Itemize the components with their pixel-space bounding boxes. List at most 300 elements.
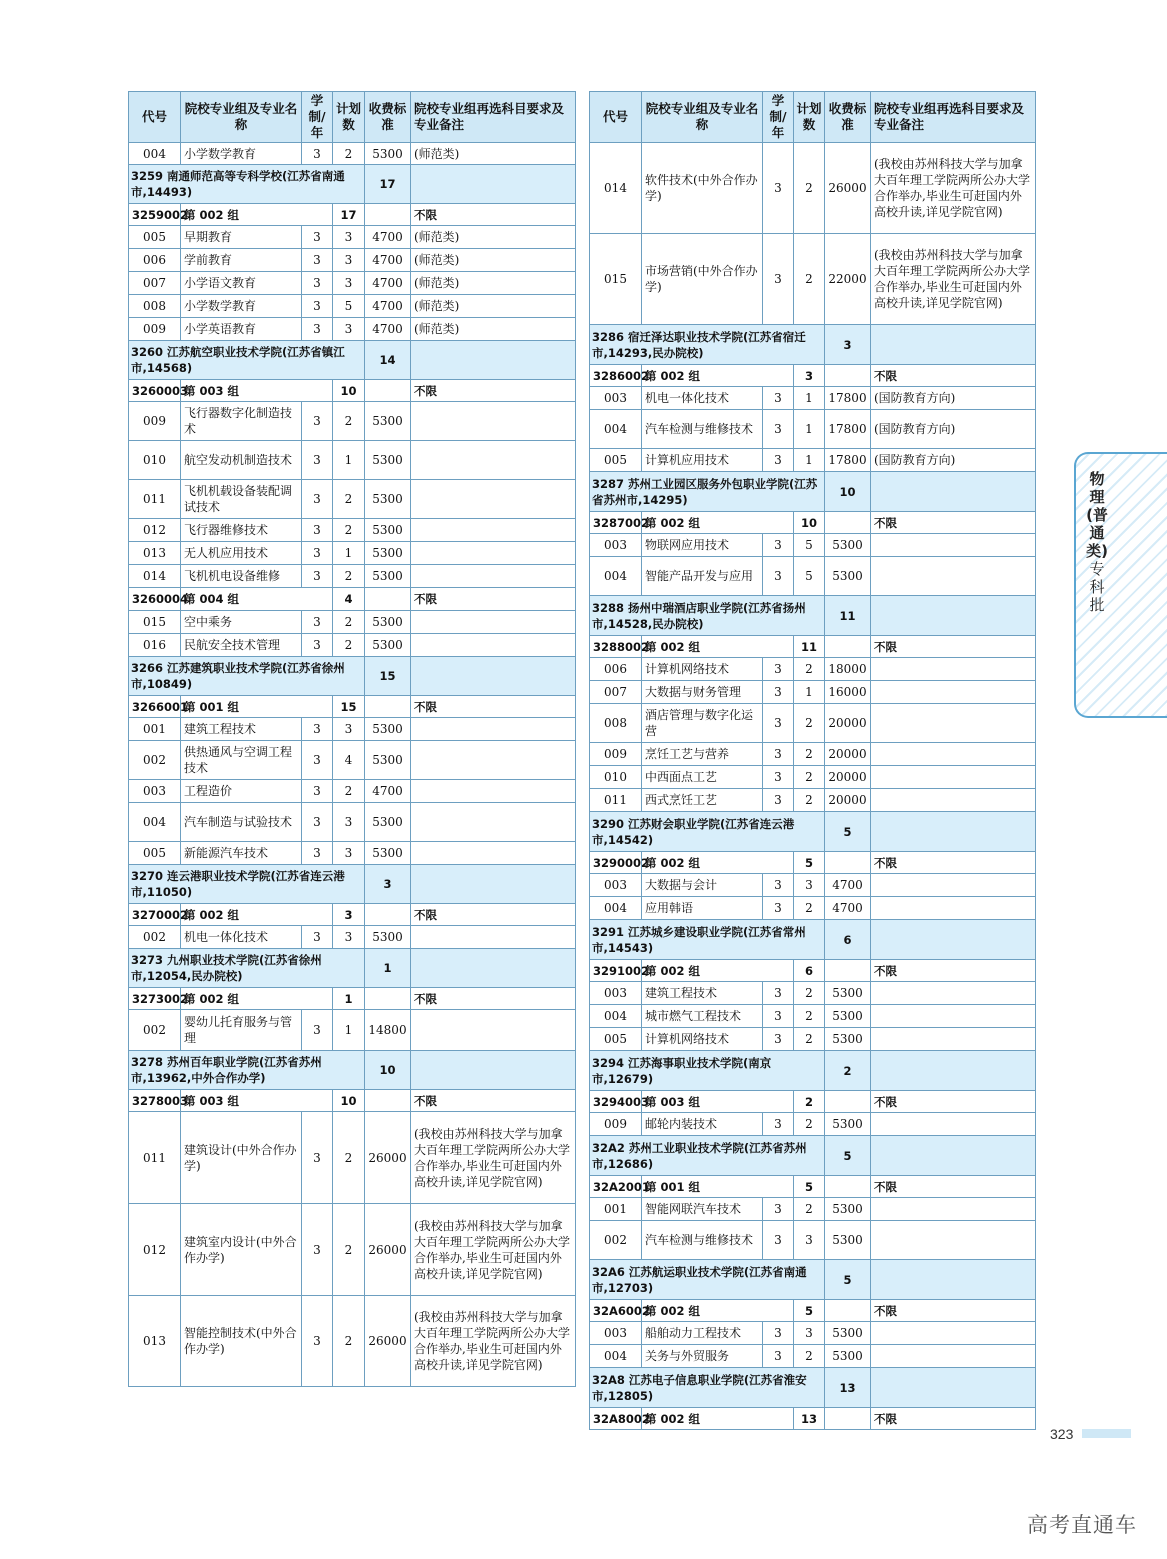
group-requirement: 不限 bbox=[871, 1300, 1036, 1322]
major-name: 大数据与会计 bbox=[642, 874, 763, 897]
table-row bbox=[129, 1296, 576, 1387]
school-name: 3266 江苏建筑职业技术学院(江苏省徐州市,10849) bbox=[129, 657, 365, 696]
school-name: 32A2 苏州工业职业技术学院(江苏省苏州市,12686) bbox=[590, 1136, 825, 1176]
major-fee: 5300 bbox=[825, 1345, 871, 1368]
school-row bbox=[590, 812, 1036, 852]
group-code: 32A6002 bbox=[590, 1300, 642, 1322]
major-note: (我校由苏州科技大学与加拿大百年理工学院两所公办大学合作举办,毕业生可赶国内外高校升读,详见学院官网) bbox=[411, 1112, 576, 1204]
school-plan: 14 bbox=[365, 341, 411, 380]
major-name: 机电一体化技术 bbox=[642, 387, 763, 410]
group-row bbox=[590, 1300, 1036, 1322]
major-code: 011 bbox=[129, 480, 181, 519]
major-code: 009 bbox=[590, 1113, 642, 1136]
school-name: 3270 连云港职业技术学院(江苏省连云港市,11050) bbox=[129, 865, 365, 904]
group-plan: 3 bbox=[794, 365, 825, 387]
major-years: 3 bbox=[302, 272, 333, 295]
major-fee: 26000 bbox=[365, 1296, 411, 1387]
major-plan: 1 bbox=[333, 441, 365, 480]
major-name: 智能控制技术(中外合作办学) bbox=[181, 1296, 302, 1387]
group-row bbox=[129, 904, 576, 926]
major-fee: 4700 bbox=[365, 318, 411, 341]
table-row bbox=[129, 1010, 576, 1051]
header-plan: 计划数 bbox=[794, 92, 825, 143]
major-note: (我校由苏州科技大学与加拿大百年理工学院两所公办大学合作举办,毕业生可赶国内外高校升读,详见学院官网) bbox=[411, 1296, 576, 1387]
major-plan: 2 bbox=[794, 1005, 825, 1028]
school-plan: 5 bbox=[825, 812, 871, 852]
school-plan: 10 bbox=[365, 1051, 411, 1090]
major-plan: 2 bbox=[333, 1296, 365, 1387]
major-fee: 20000 bbox=[825, 704, 871, 743]
major-years: 3 bbox=[763, 557, 794, 596]
table-row bbox=[129, 542, 576, 565]
major-fee: 5300 bbox=[825, 1221, 871, 1260]
group-row bbox=[590, 1408, 1036, 1430]
major-fee: 16000 bbox=[825, 681, 871, 704]
major-code: 016 bbox=[129, 634, 181, 657]
major-years: 3 bbox=[763, 874, 794, 897]
major-note: (我校由苏州科技大学与加拿大百年理工学院两所公办大学合作举办,毕业生可赶国内外高校升读,详见学院官网) bbox=[871, 234, 1036, 325]
major-years: 3 bbox=[763, 681, 794, 704]
group-requirement: 不限 bbox=[411, 380, 576, 402]
major-name: 酒店管理与数字化运营 bbox=[642, 704, 763, 743]
major-name: 汽车检测与维修技术 bbox=[642, 1221, 763, 1260]
major-years: 3 bbox=[763, 143, 794, 234]
major-fee: 5300 bbox=[365, 402, 411, 441]
major-years: 3 bbox=[763, 534, 794, 557]
group-name: 第 003 组 bbox=[181, 380, 333, 402]
header-name: 院校专业组及专业名称 bbox=[181, 92, 302, 143]
major-note: (师范类) bbox=[411, 272, 576, 295]
group-row bbox=[129, 204, 576, 226]
school-row bbox=[129, 657, 576, 696]
group-code: 3287002 bbox=[590, 512, 642, 534]
major-fee: 5300 bbox=[365, 741, 411, 780]
school-row bbox=[129, 341, 576, 380]
major-fee: 4700 bbox=[365, 295, 411, 318]
school-plan: 10 bbox=[825, 472, 871, 512]
major-fee: 5300 bbox=[825, 557, 871, 596]
major-plan: 2 bbox=[794, 234, 825, 325]
major-plan: 2 bbox=[794, 789, 825, 812]
major-code: 003 bbox=[590, 982, 642, 1005]
group-row bbox=[590, 852, 1036, 874]
table-row bbox=[590, 557, 1036, 596]
major-plan: 2 bbox=[333, 611, 365, 634]
school-name: 32A8 江苏电子信息职业学院(江苏省淮安市,12805) bbox=[590, 1368, 825, 1408]
major-years: 3 bbox=[302, 480, 333, 519]
group-name: 第 002 组 bbox=[181, 204, 333, 226]
major-code: 005 bbox=[129, 226, 181, 249]
major-plan: 3 bbox=[333, 718, 365, 741]
major-note: (师范类) bbox=[411, 226, 576, 249]
major-plan: 1 bbox=[794, 681, 825, 704]
major-name: 大数据与财务管理 bbox=[642, 681, 763, 704]
major-years: 3 bbox=[302, 441, 333, 480]
major-fee: 4700 bbox=[365, 249, 411, 272]
group-row bbox=[590, 365, 1036, 387]
major-name: 早期教育 bbox=[181, 226, 302, 249]
major-fee: 5300 bbox=[365, 542, 411, 565]
school-row bbox=[590, 1136, 1036, 1176]
group-requirement: 不限 bbox=[871, 636, 1036, 658]
major-code: 004 bbox=[590, 410, 642, 449]
major-note: (国防教育方向) bbox=[871, 449, 1036, 472]
group-plan: 10 bbox=[794, 512, 825, 534]
school-plan: 2 bbox=[825, 1051, 871, 1091]
major-years: 3 bbox=[302, 1112, 333, 1204]
major-name: 城市燃气工程技术 bbox=[642, 1005, 763, 1028]
table-row bbox=[590, 234, 1036, 325]
header-years: 学制/年 bbox=[302, 92, 333, 143]
major-years: 3 bbox=[763, 1345, 794, 1368]
group-plan: 2 bbox=[794, 1091, 825, 1113]
school-plan: 11 bbox=[825, 596, 871, 636]
major-code: 006 bbox=[129, 249, 181, 272]
major-code: 013 bbox=[129, 1296, 181, 1387]
major-code: 005 bbox=[129, 842, 181, 865]
major-years: 3 bbox=[302, 565, 333, 588]
major-name: 小学英语教育 bbox=[181, 318, 302, 341]
group-plan: 10 bbox=[333, 380, 365, 402]
table-row bbox=[129, 272, 576, 295]
major-plan: 3 bbox=[794, 1221, 825, 1260]
major-name: 中西面点工艺 bbox=[642, 766, 763, 789]
major-years: 3 bbox=[763, 1322, 794, 1345]
major-code: 002 bbox=[129, 1010, 181, 1051]
major-fee: 17800 bbox=[825, 449, 871, 472]
school-row bbox=[129, 865, 576, 904]
major-code: 002 bbox=[129, 741, 181, 780]
school-row bbox=[129, 949, 576, 988]
table-row bbox=[129, 926, 576, 949]
major-years: 3 bbox=[302, 780, 333, 803]
major-years: 3 bbox=[302, 1010, 333, 1051]
major-plan: 3 bbox=[794, 874, 825, 897]
table-row bbox=[129, 402, 576, 441]
admission-table-right bbox=[589, 91, 1036, 1430]
major-code: 008 bbox=[590, 704, 642, 743]
school-plan: 3 bbox=[365, 865, 411, 904]
table-row bbox=[590, 410, 1036, 449]
major-fee: 5300 bbox=[365, 565, 411, 588]
major-fee: 5300 bbox=[365, 519, 411, 542]
table-row bbox=[129, 1112, 576, 1204]
school-row bbox=[129, 165, 576, 204]
table-row bbox=[129, 565, 576, 588]
major-code: 010 bbox=[590, 766, 642, 789]
group-code: 3278003 bbox=[129, 1090, 181, 1112]
major-code: 004 bbox=[590, 897, 642, 920]
school-row bbox=[590, 325, 1036, 365]
major-name: 学前教育 bbox=[181, 249, 302, 272]
major-fee: 17800 bbox=[825, 410, 871, 449]
group-code: 3286002 bbox=[590, 365, 642, 387]
group-row bbox=[590, 512, 1036, 534]
group-plan: 5 bbox=[794, 1176, 825, 1198]
group-code: 32A2001 bbox=[590, 1176, 642, 1198]
major-fee: 5300 bbox=[825, 1028, 871, 1051]
group-row bbox=[129, 380, 576, 402]
group-code: 3259002 bbox=[129, 204, 181, 226]
group-plan: 5 bbox=[794, 1300, 825, 1322]
major-code: 013 bbox=[129, 542, 181, 565]
major-fee: 20000 bbox=[825, 766, 871, 789]
group-requirement: 不限 bbox=[411, 204, 576, 226]
group-plan: 13 bbox=[794, 1408, 825, 1430]
major-plan: 4 bbox=[333, 741, 365, 780]
group-code: 3266001 bbox=[129, 696, 181, 718]
header-code: 代号 bbox=[590, 92, 642, 143]
group-name: 第 001 组 bbox=[181, 696, 333, 718]
major-fee: 26000 bbox=[365, 1112, 411, 1204]
school-name: 3260 江苏航空职业技术学院(江苏省镇江市,14568) bbox=[129, 341, 365, 380]
table-header bbox=[590, 92, 1036, 143]
major-name: 智能网联汽车技术 bbox=[642, 1198, 763, 1221]
major-years: 3 bbox=[763, 387, 794, 410]
major-years: 3 bbox=[302, 611, 333, 634]
table-row bbox=[590, 1221, 1036, 1260]
group-name: 第 003 组 bbox=[642, 1091, 794, 1113]
group-plan: 6 bbox=[794, 960, 825, 982]
header-plan: 计划数 bbox=[333, 92, 365, 143]
major-code: 007 bbox=[129, 272, 181, 295]
major-code: 001 bbox=[129, 718, 181, 741]
group-code: 3291002 bbox=[590, 960, 642, 982]
major-fee: 5300 bbox=[365, 926, 411, 949]
major-code: 014 bbox=[129, 565, 181, 588]
school-name: 3273 九州职业技术学院(江苏省徐州市,12054,民办院校) bbox=[129, 949, 365, 988]
major-plan: 2 bbox=[333, 780, 365, 803]
major-name: 计算机网络技术 bbox=[642, 1028, 763, 1051]
major-plan: 1 bbox=[794, 387, 825, 410]
admission-table-left bbox=[128, 91, 576, 1387]
major-plan: 3 bbox=[333, 926, 365, 949]
major-name: 小学语文教育 bbox=[181, 272, 302, 295]
table-row bbox=[129, 718, 576, 741]
major-code: 009 bbox=[590, 743, 642, 766]
table-row bbox=[129, 611, 576, 634]
group-requirement: 不限 bbox=[871, 365, 1036, 387]
table-row bbox=[590, 658, 1036, 681]
major-years: 3 bbox=[763, 789, 794, 812]
major-years: 3 bbox=[302, 542, 333, 565]
table-row bbox=[590, 874, 1036, 897]
table-row bbox=[590, 1028, 1036, 1051]
major-code: 003 bbox=[590, 1322, 642, 1345]
school-plan: 5 bbox=[825, 1260, 871, 1300]
table-row bbox=[129, 143, 576, 165]
major-years: 3 bbox=[763, 704, 794, 743]
major-fee: 5300 bbox=[825, 1005, 871, 1028]
table-row bbox=[590, 449, 1036, 472]
major-plan: 5 bbox=[333, 295, 365, 318]
group-row bbox=[129, 1090, 576, 1112]
major-plan: 2 bbox=[333, 480, 365, 519]
major-code: 006 bbox=[590, 658, 642, 681]
major-code: 003 bbox=[590, 387, 642, 410]
major-fee: 5300 bbox=[825, 534, 871, 557]
major-code: 012 bbox=[129, 519, 181, 542]
major-plan: 3 bbox=[333, 318, 365, 341]
major-fee: 22000 bbox=[825, 234, 871, 325]
major-fee: 5300 bbox=[825, 1113, 871, 1136]
major-years: 3 bbox=[763, 982, 794, 1005]
major-note: (国防教育方向) bbox=[871, 410, 1036, 449]
school-plan: 15 bbox=[365, 657, 411, 696]
major-code: 004 bbox=[129, 803, 181, 842]
major-name: 小学数学教育 bbox=[181, 295, 302, 318]
major-code: 004 bbox=[590, 1005, 642, 1028]
major-fee: 26000 bbox=[825, 143, 871, 234]
table-row bbox=[590, 534, 1036, 557]
major-code: 002 bbox=[590, 1221, 642, 1260]
major-years: 3 bbox=[763, 449, 794, 472]
major-name: 烹饪工艺与营养 bbox=[642, 743, 763, 766]
group-name: 第 001 组 bbox=[642, 1176, 794, 1198]
major-years: 3 bbox=[763, 1113, 794, 1136]
table-row bbox=[590, 143, 1036, 234]
group-plan: 4 bbox=[333, 588, 365, 611]
school-name: 3288 扬州中瑞酒店职业学院(江苏省扬州市,14528,民办院校) bbox=[590, 596, 825, 636]
major-years: 3 bbox=[302, 842, 333, 865]
major-plan: 3 bbox=[333, 226, 365, 249]
major-code: 011 bbox=[590, 789, 642, 812]
table-row bbox=[129, 318, 576, 341]
major-years: 3 bbox=[302, 318, 333, 341]
group-plan: 17 bbox=[333, 204, 365, 226]
major-years: 3 bbox=[302, 1204, 333, 1296]
group-requirement: 不限 bbox=[411, 696, 576, 718]
header-years: 学制/年 bbox=[763, 92, 794, 143]
group-name: 第 002 组 bbox=[642, 1408, 794, 1430]
major-fee: 5300 bbox=[365, 480, 411, 519]
side-tab-category: 物理(普通类) bbox=[1086, 470, 1108, 560]
school-row bbox=[590, 1051, 1036, 1091]
major-code: 003 bbox=[590, 874, 642, 897]
major-plan: 2 bbox=[794, 704, 825, 743]
group-row bbox=[590, 636, 1036, 658]
major-years: 3 bbox=[302, 634, 333, 657]
group-code: 3294003 bbox=[590, 1091, 642, 1113]
major-note: (我校由苏州科技大学与加拿大百年理工学院两所公办大学合作举办,毕业生可赶国内外高校升读,详见学院官网) bbox=[871, 143, 1036, 234]
major-plan: 2 bbox=[333, 634, 365, 657]
major-years: 3 bbox=[763, 1005, 794, 1028]
group-code: 3290002 bbox=[590, 852, 642, 874]
school-row bbox=[590, 472, 1036, 512]
major-plan: 2 bbox=[333, 1204, 365, 1296]
table-row bbox=[590, 1198, 1036, 1221]
group-row bbox=[590, 1091, 1036, 1113]
table-row bbox=[590, 766, 1036, 789]
group-requirement: 不限 bbox=[411, 988, 576, 1010]
school-plan: 13 bbox=[825, 1368, 871, 1408]
major-fee: 5300 bbox=[365, 441, 411, 480]
major-name: 建筑工程技术 bbox=[181, 718, 302, 741]
side-tab-text bbox=[1084, 470, 1110, 614]
major-name: 邮轮内装技术 bbox=[642, 1113, 763, 1136]
major-fee: 17800 bbox=[825, 387, 871, 410]
group-row bbox=[590, 960, 1036, 982]
major-plan: 3 bbox=[333, 842, 365, 865]
school-plan: 3 bbox=[825, 325, 871, 365]
major-fee: 5300 bbox=[825, 982, 871, 1005]
major-name: 新能源汽车技术 bbox=[181, 842, 302, 865]
group-name: 第 003 组 bbox=[181, 1090, 333, 1112]
major-plan: 2 bbox=[794, 1028, 825, 1051]
major-note: (师范类) bbox=[411, 295, 576, 318]
school-row bbox=[590, 1260, 1036, 1300]
major-plan: 1 bbox=[794, 449, 825, 472]
major-years: 3 bbox=[302, 143, 333, 165]
table-row bbox=[129, 634, 576, 657]
major-fee: 4700 bbox=[365, 226, 411, 249]
major-plan: 1 bbox=[333, 1010, 365, 1051]
major-code: 008 bbox=[129, 295, 181, 318]
major-code: 002 bbox=[129, 926, 181, 949]
major-years: 3 bbox=[763, 1028, 794, 1051]
school-plan: 6 bbox=[825, 920, 871, 960]
header-notes: 院校专业组再选科目要求及专业备注 bbox=[411, 92, 576, 143]
table-row bbox=[590, 743, 1036, 766]
group-plan: 3 bbox=[333, 904, 365, 926]
major-fee: 4700 bbox=[825, 897, 871, 920]
group-plan: 5 bbox=[794, 852, 825, 874]
major-plan: 2 bbox=[794, 1198, 825, 1221]
page-number-bar bbox=[1082, 1429, 1131, 1438]
major-years: 3 bbox=[763, 234, 794, 325]
group-row bbox=[590, 1176, 1036, 1198]
school-name: 3294 江苏海事职业技术学院(南京市,12679) bbox=[590, 1051, 825, 1091]
major-code: 005 bbox=[590, 449, 642, 472]
major-note: (师范类) bbox=[411, 318, 576, 341]
major-name: 计算机网络技术 bbox=[642, 658, 763, 681]
major-code: 012 bbox=[129, 1204, 181, 1296]
major-plan: 2 bbox=[794, 982, 825, 1005]
header-notes: 院校专业组再选科目要求及专业备注 bbox=[871, 92, 1036, 143]
group-name: 第 002 组 bbox=[642, 512, 794, 534]
table-row bbox=[129, 295, 576, 318]
group-row bbox=[129, 588, 576, 611]
major-name: 智能产品开发与应用 bbox=[642, 557, 763, 596]
major-plan: 2 bbox=[333, 1112, 365, 1204]
major-code: 004 bbox=[590, 557, 642, 596]
major-fee: 5300 bbox=[365, 143, 411, 165]
major-years: 3 bbox=[763, 658, 794, 681]
major-years: 3 bbox=[302, 519, 333, 542]
table-row bbox=[590, 982, 1036, 1005]
major-code: 003 bbox=[129, 780, 181, 803]
major-name: 计算机应用技术 bbox=[642, 449, 763, 472]
major-plan: 2 bbox=[794, 143, 825, 234]
group-code: 3288002 bbox=[590, 636, 642, 658]
table-row bbox=[590, 704, 1036, 743]
table-row bbox=[590, 897, 1036, 920]
major-fee: 5300 bbox=[365, 611, 411, 634]
major-plan: 3 bbox=[333, 803, 365, 842]
table-row bbox=[129, 480, 576, 519]
table-row bbox=[129, 803, 576, 842]
group-code: 3270002 bbox=[129, 904, 181, 926]
table-row bbox=[590, 387, 1036, 410]
major-name: 航空发动机制造技术 bbox=[181, 441, 302, 480]
major-fee: 5300 bbox=[365, 842, 411, 865]
major-name: 物联网应用技术 bbox=[642, 534, 763, 557]
major-name: 无人机应用技术 bbox=[181, 542, 302, 565]
school-row bbox=[129, 1051, 576, 1090]
table-header bbox=[129, 92, 576, 143]
school-plan: 5 bbox=[825, 1136, 871, 1176]
group-name: 第 002 组 bbox=[642, 960, 794, 982]
